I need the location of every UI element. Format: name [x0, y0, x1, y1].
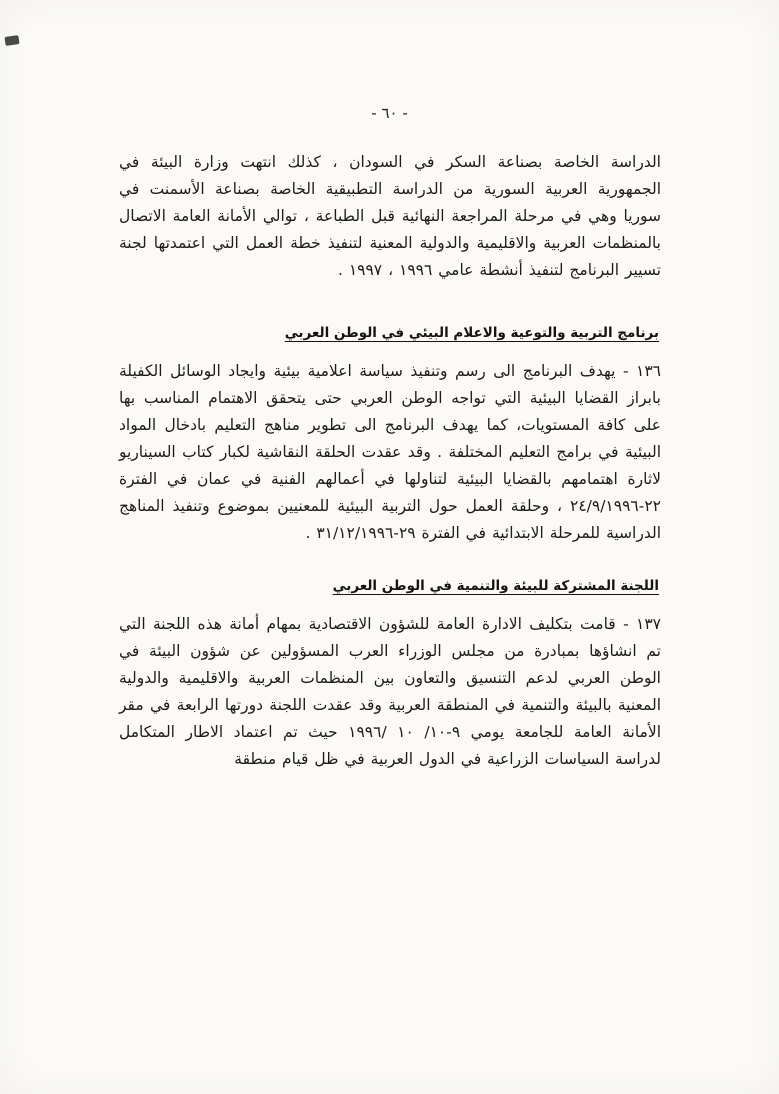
document-body [119, 149, 661, 773]
section-heading-joint-committee: اللجنة المشتركة للبيئة والتنمية في الوطن العربي [332, 578, 659, 594]
section-heading-education-media: برنامج التربية والتوعية والاعلام البيئي في الوطن العربي [284, 325, 659, 341]
item-number-136: ١٣٦ - [622, 362, 661, 380]
scan-artifact [4, 35, 19, 46]
paragraph-136 [119, 358, 661, 547]
item-number-137: ١٣٧ - [623, 615, 662, 633]
paragraph-137-text: قامت بتكليف الادارة العامة للشؤون الاقتصادية بمهام أمانة هذه اللجنة التي تم انشاؤها بمبادرة من مجلس الوزراء العرب المسؤولين عن شؤون البيئة في الوطن العربي لدعم التنسيق والتعاون بين المنظمات العربية والاقليمية والدولية المعنية بالبيئة والتنمية في المنطقة العربية وقد عقدت اللجنة دورتها الرابعة في مقر الأمانة العامة للجامعة يومي ٩-١٠/ ١٠ /١٩٩٦ حيث تم اعتماد الاطار المتكامل لدراسة السياسات الزراعية في الدول العربية في ظل قيام منطقة [119, 615, 662, 768]
paragraph-137 [119, 611, 661, 773]
page-number: - ٦٠ - [371, 104, 408, 122]
paragraph-136-text: يهدف البرنامج الى رسم وتنفيذ سياسة اعلامية بيئية وايجاد الوسائل الكفيلة بابراز القضايا البيئية التي تواجه الوطن العربي حتى يتحقق الاهتمام المناسب بها على كافة المستويات، كما يهدف البرنامج الى تطوير مناهج التعليم بادخال المواد البيئية في برامج التعليم المختلفة . وقد عقدت الحلقة النقاشية لكبار كتاب السيناريو لاثارة اهتمامهم بالقضايا البيئية لتناولها في أعمالهم الفنية في عمان في الفترة ٢٢-٢٤/٩/١٩٩٦ ، وحلقة العمل حول التربية البيئية للمعنيين بموضوع وتنفيذ المناهج الدراسية للمرحلة الابتدائية في الفترة ٢٩-٣١/١٢/١٩٩٦ . [119, 362, 661, 542]
intro-paragraph: الدراسة الخاصة بصناعة السكر في السودان ، كذلك انتهت وزارة البيئة في الجمهورية العربية السورية من الدراسة التطبيقية الخاصة بصناعة الأسمنت في سوريا وهي في مرحلة المراجعة النهائية قبل الطباعة ، توالي الأمانة العامة الاتصال بالمنظمات العربية والاقليمية والدولية المعنية لتنفيذ خطة العمل التي اعتمدتها لجنة تسيير البرنامج لتنفيذ أنشطة عامي ١٩٩٦ ، ١٩٩٧ . [119, 153, 661, 279]
